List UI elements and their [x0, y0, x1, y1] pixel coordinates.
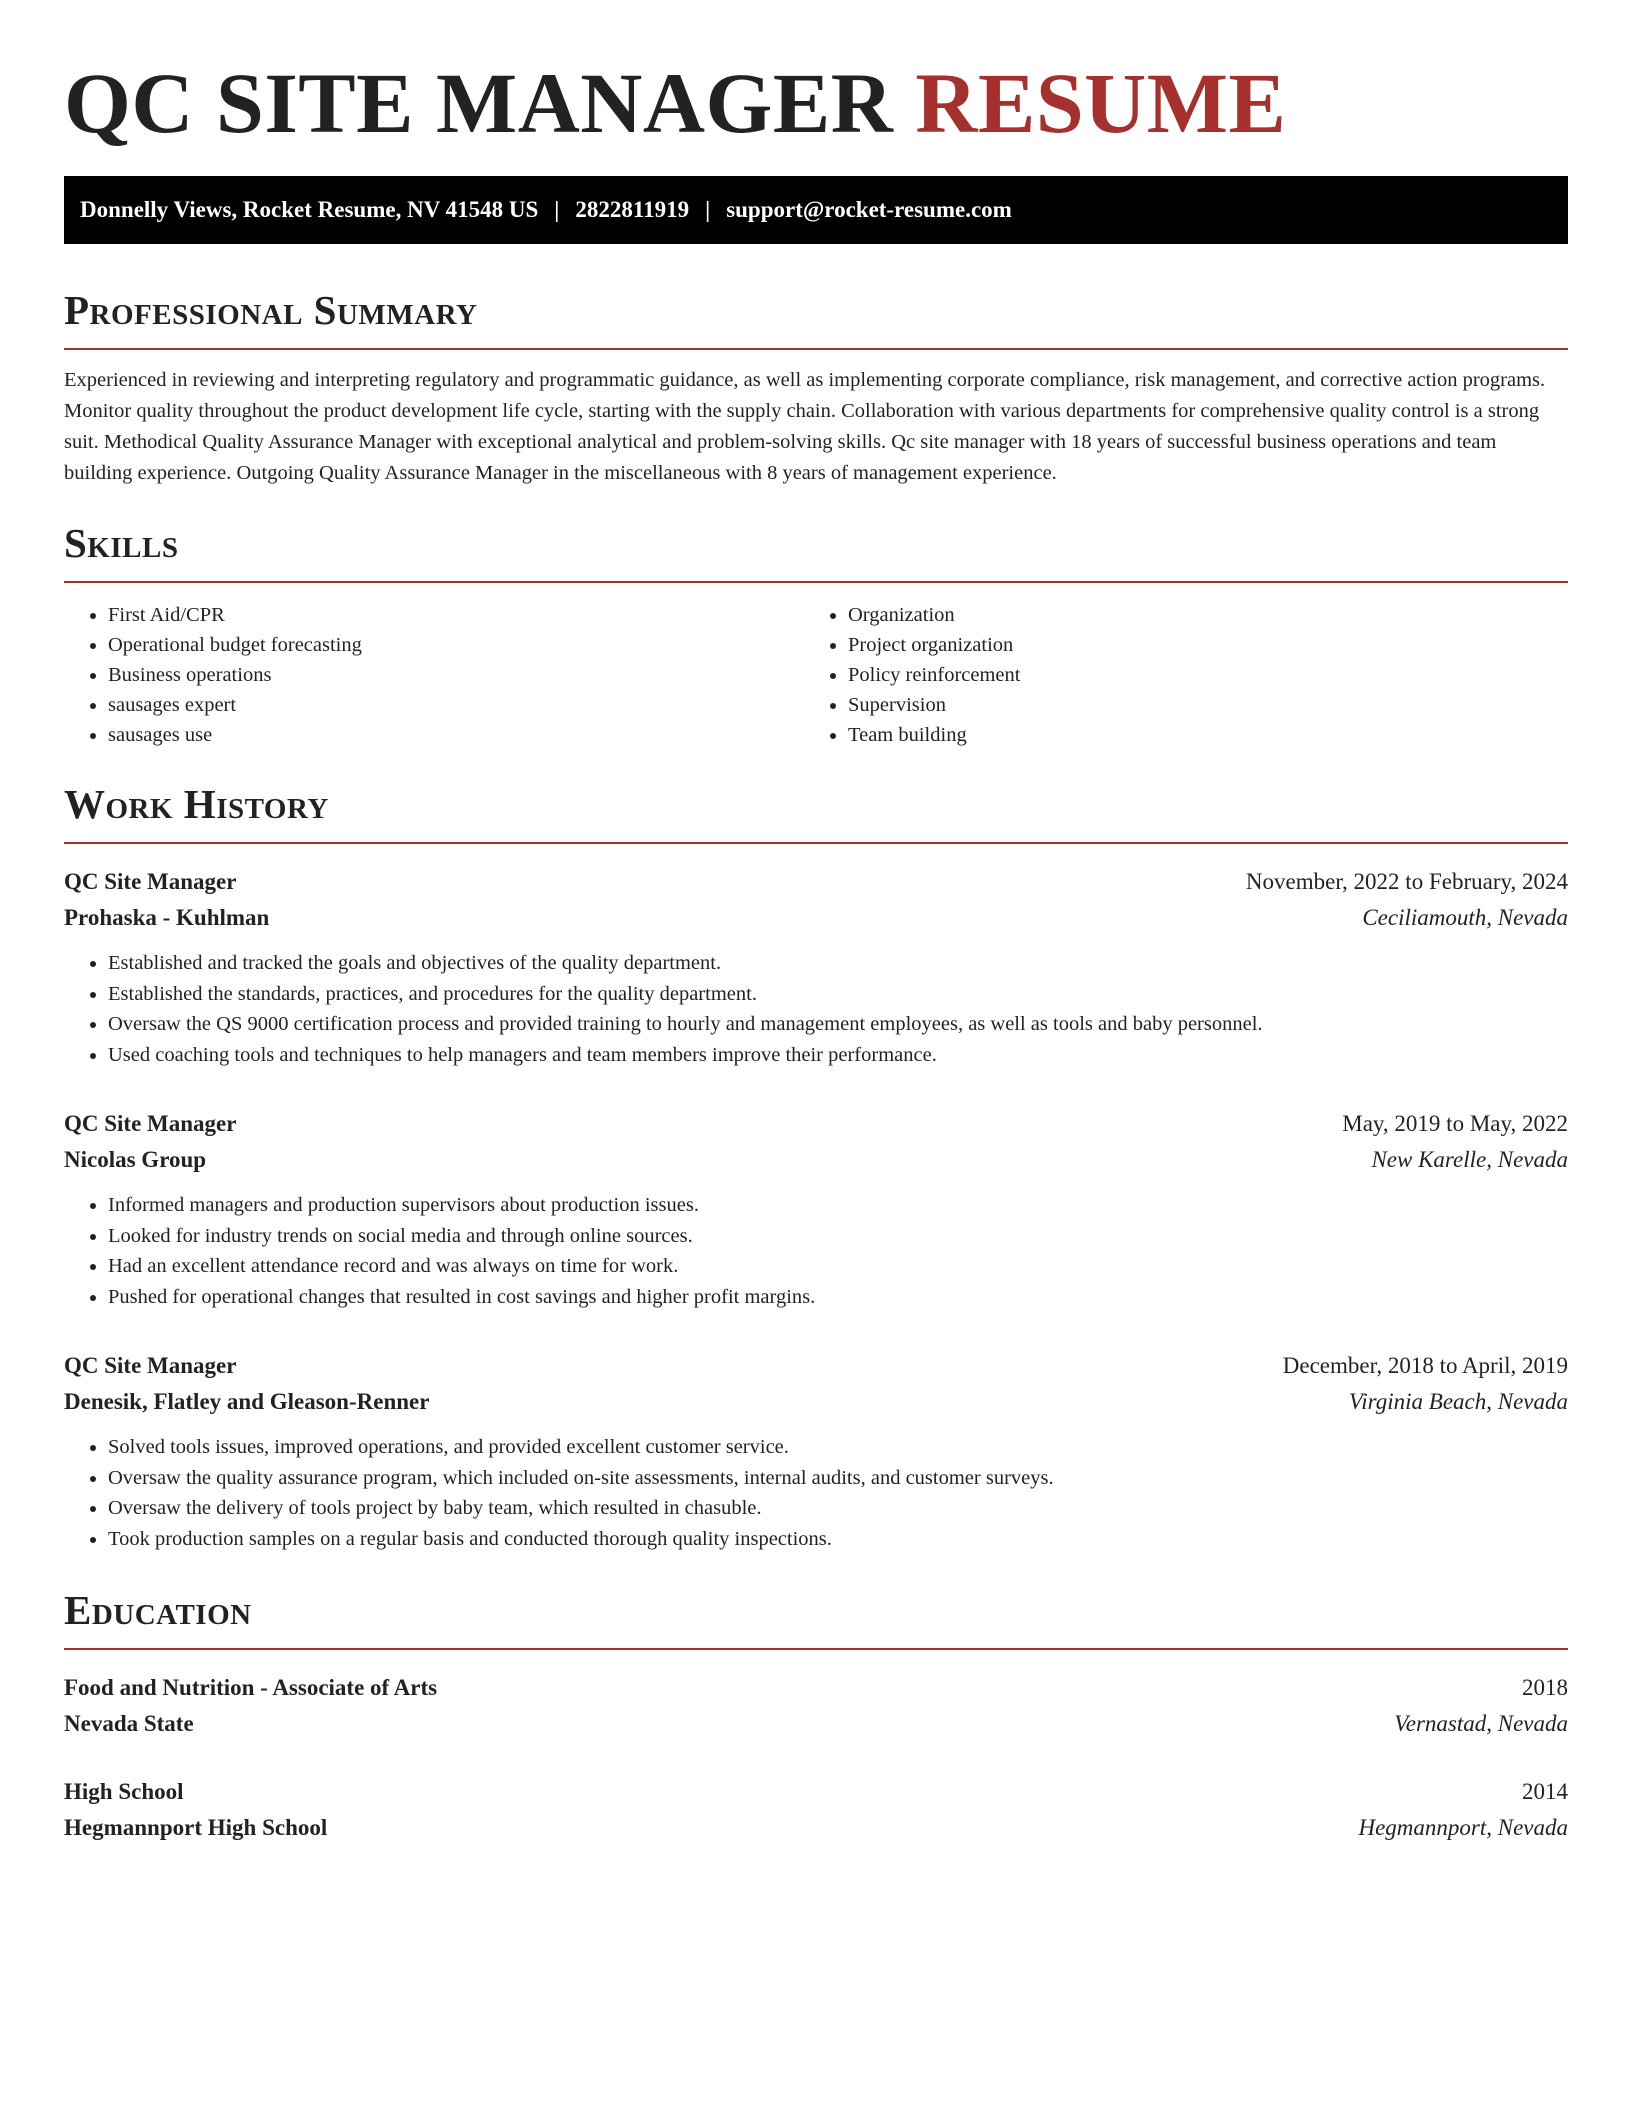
- work-history-section: [64, 778, 1568, 1554]
- skills-columns: [64, 600, 1568, 750]
- education-school: Nevada State: [64, 1711, 194, 1736]
- contact-address: Donnelly Views, Rocket Resume, NV 41548 US: [80, 197, 539, 222]
- education-school-row: [64, 1810, 1568, 1846]
- job-dates: November, 2022 to February, 2024: [1245, 869, 1568, 894]
- education-location: Hegmannport, Nevada: [1358, 1815, 1568, 1840]
- job-bullet: • Used coaching tools and techniques to help managers and team members improve their performance.: [108, 1040, 1568, 1071]
- contact-separator: |: [554, 197, 560, 222]
- education-entry: [64, 1774, 1568, 1846]
- education-header-row: [64, 1774, 1568, 1810]
- job-company-row: [64, 900, 1568, 936]
- job-bullets: [64, 1190, 1568, 1312]
- job-location: New Karelle, Nevada: [1371, 1147, 1568, 1172]
- job-company: Nicolas Group: [64, 1147, 207, 1172]
- section-divider: [64, 1648, 1568, 1650]
- skills-section: [64, 517, 1568, 750]
- skill-item: • Project organization: [848, 630, 1544, 660]
- job-bullet: • Oversaw the QS 9000 certification process and provided training to hourly and management employees, as well as tools and baby personnel.: [108, 1009, 1568, 1040]
- job-entry: [64, 1348, 1568, 1554]
- job-bullet: • Solved tools issues, improved operations, and provided excellent customer service.: [108, 1432, 1568, 1463]
- skills-heading: Skills: [64, 520, 179, 566]
- job-bullet: • Established the standards, practices, and procedures for the quality department.: [108, 979, 1568, 1010]
- contact-bar: [64, 176, 1568, 244]
- job-company: Prohaska - Kuhlman: [64, 905, 270, 930]
- section-divider: [64, 581, 1568, 583]
- job-title: QC Site Manager: [64, 1353, 237, 1378]
- job-dates: December, 2018 to April, 2019: [1282, 1353, 1568, 1378]
- job-bullets: [64, 1432, 1568, 1554]
- job-company-row: [64, 1384, 1568, 1420]
- job-dates: May, 2019 to May, 2022: [1342, 1111, 1568, 1136]
- contact-email: support@rocket-resume.com: [726, 197, 1012, 222]
- title-main: QC SITE MANAGER: [64, 55, 894, 151]
- education-year: 2014: [1522, 1779, 1568, 1804]
- skill-item: • First Aid/CPR: [108, 600, 804, 630]
- job-entry: [64, 1106, 1568, 1312]
- education-degree: High School: [64, 1779, 184, 1804]
- contact-phone: 2822811919: [575, 197, 690, 222]
- skill-item: • Operational budget forecasting: [108, 630, 804, 660]
- job-bullet: • Oversaw the quality assurance program, which included on-site assessments, internal audits, and customer surveys.: [108, 1463, 1568, 1494]
- job-location: Virginia Beach, Nevada: [1348, 1389, 1568, 1414]
- education-section: [64, 1584, 1568, 1846]
- summary-section: [64, 284, 1568, 489]
- job-company: Denesik, Flatley and Gleason-Renner: [64, 1389, 430, 1414]
- skill-item: • Team building: [848, 720, 1544, 750]
- job-bullets: [64, 948, 1568, 1070]
- job-title: QC Site Manager: [64, 869, 237, 894]
- job-bullet: • Looked for industry trends on social media and through online sources.: [108, 1221, 1568, 1252]
- title-accent: RESUME: [915, 55, 1287, 151]
- contact-separator: |: [705, 197, 711, 222]
- skill-item: • Supervision: [848, 690, 1544, 720]
- skills-list-right: [804, 600, 1544, 750]
- section-divider: [64, 348, 1568, 350]
- skill-item: • Business operations: [108, 660, 804, 690]
- section-divider: [64, 842, 1568, 844]
- resume-title: [64, 52, 1568, 154]
- skills-list-left: [64, 600, 804, 750]
- job-bullet: • Informed managers and production supervisors about production issues.: [108, 1190, 1568, 1221]
- job-entry: [64, 864, 1568, 1070]
- job-bullet: • Established and tracked the goals and objectives of the quality department.: [108, 948, 1568, 979]
- education-degree: Food and Nutrition - Associate of Arts: [64, 1675, 438, 1700]
- job-bullet: • Oversaw the delivery of tools project by baby team, which resulted in chasuble.: [108, 1493, 1568, 1524]
- job-location: Ceciliamouth, Nevada: [1362, 905, 1568, 930]
- job-company-row: [64, 1142, 1568, 1178]
- job-title: QC Site Manager: [64, 1111, 237, 1136]
- education-school-row: [64, 1706, 1568, 1742]
- summary-text: Experienced in reviewing and interpreting regulatory and programmatic guidance, as well as implementing corporate compliance, risk management, and corrective action programs. Monitor quality throughout the product development life cycle, starting with the supply chain. Collaboration with various departments for comprehensive quality control is a strong suit. Methodical Quality Assurance Manager with exceptional analytical and problem-solving skills. Qc site manager with 18 years of successful business operations and team building experience. Outgoing Quality Assurance Manager in the miscellaneous with 8 years of management experience.: [64, 369, 1546, 484]
- education-location: Vernastad, Nevada: [1394, 1711, 1568, 1736]
- education-header-row: [64, 1670, 1568, 1706]
- summary-heading: Professional Summary: [64, 287, 478, 333]
- job-header-row: [64, 864, 1568, 900]
- job-header-row: [64, 1348, 1568, 1384]
- education-heading: Education: [64, 1587, 252, 1633]
- job-header-row: [64, 1106, 1568, 1142]
- skill-item: • Policy reinforcement: [848, 660, 1544, 690]
- skill-item: • sausages use: [108, 720, 804, 750]
- work-history-heading: Work History: [64, 781, 329, 827]
- education-school: Hegmannport High School: [64, 1815, 328, 1840]
- job-bullet: • Pushed for operational changes that resulted in cost savings and higher profit margins.: [108, 1282, 1568, 1313]
- skill-item: • Organization: [848, 600, 1544, 630]
- job-bullet: • Had an excellent attendance record and was always on time for work.: [108, 1251, 1568, 1282]
- education-entry: [64, 1670, 1568, 1742]
- job-bullet: • Took production samples on a regular basis and conducted thorough quality inspections.: [108, 1524, 1568, 1555]
- skill-item: • sausages expert: [108, 690, 804, 720]
- education-year: 2018: [1522, 1675, 1568, 1700]
